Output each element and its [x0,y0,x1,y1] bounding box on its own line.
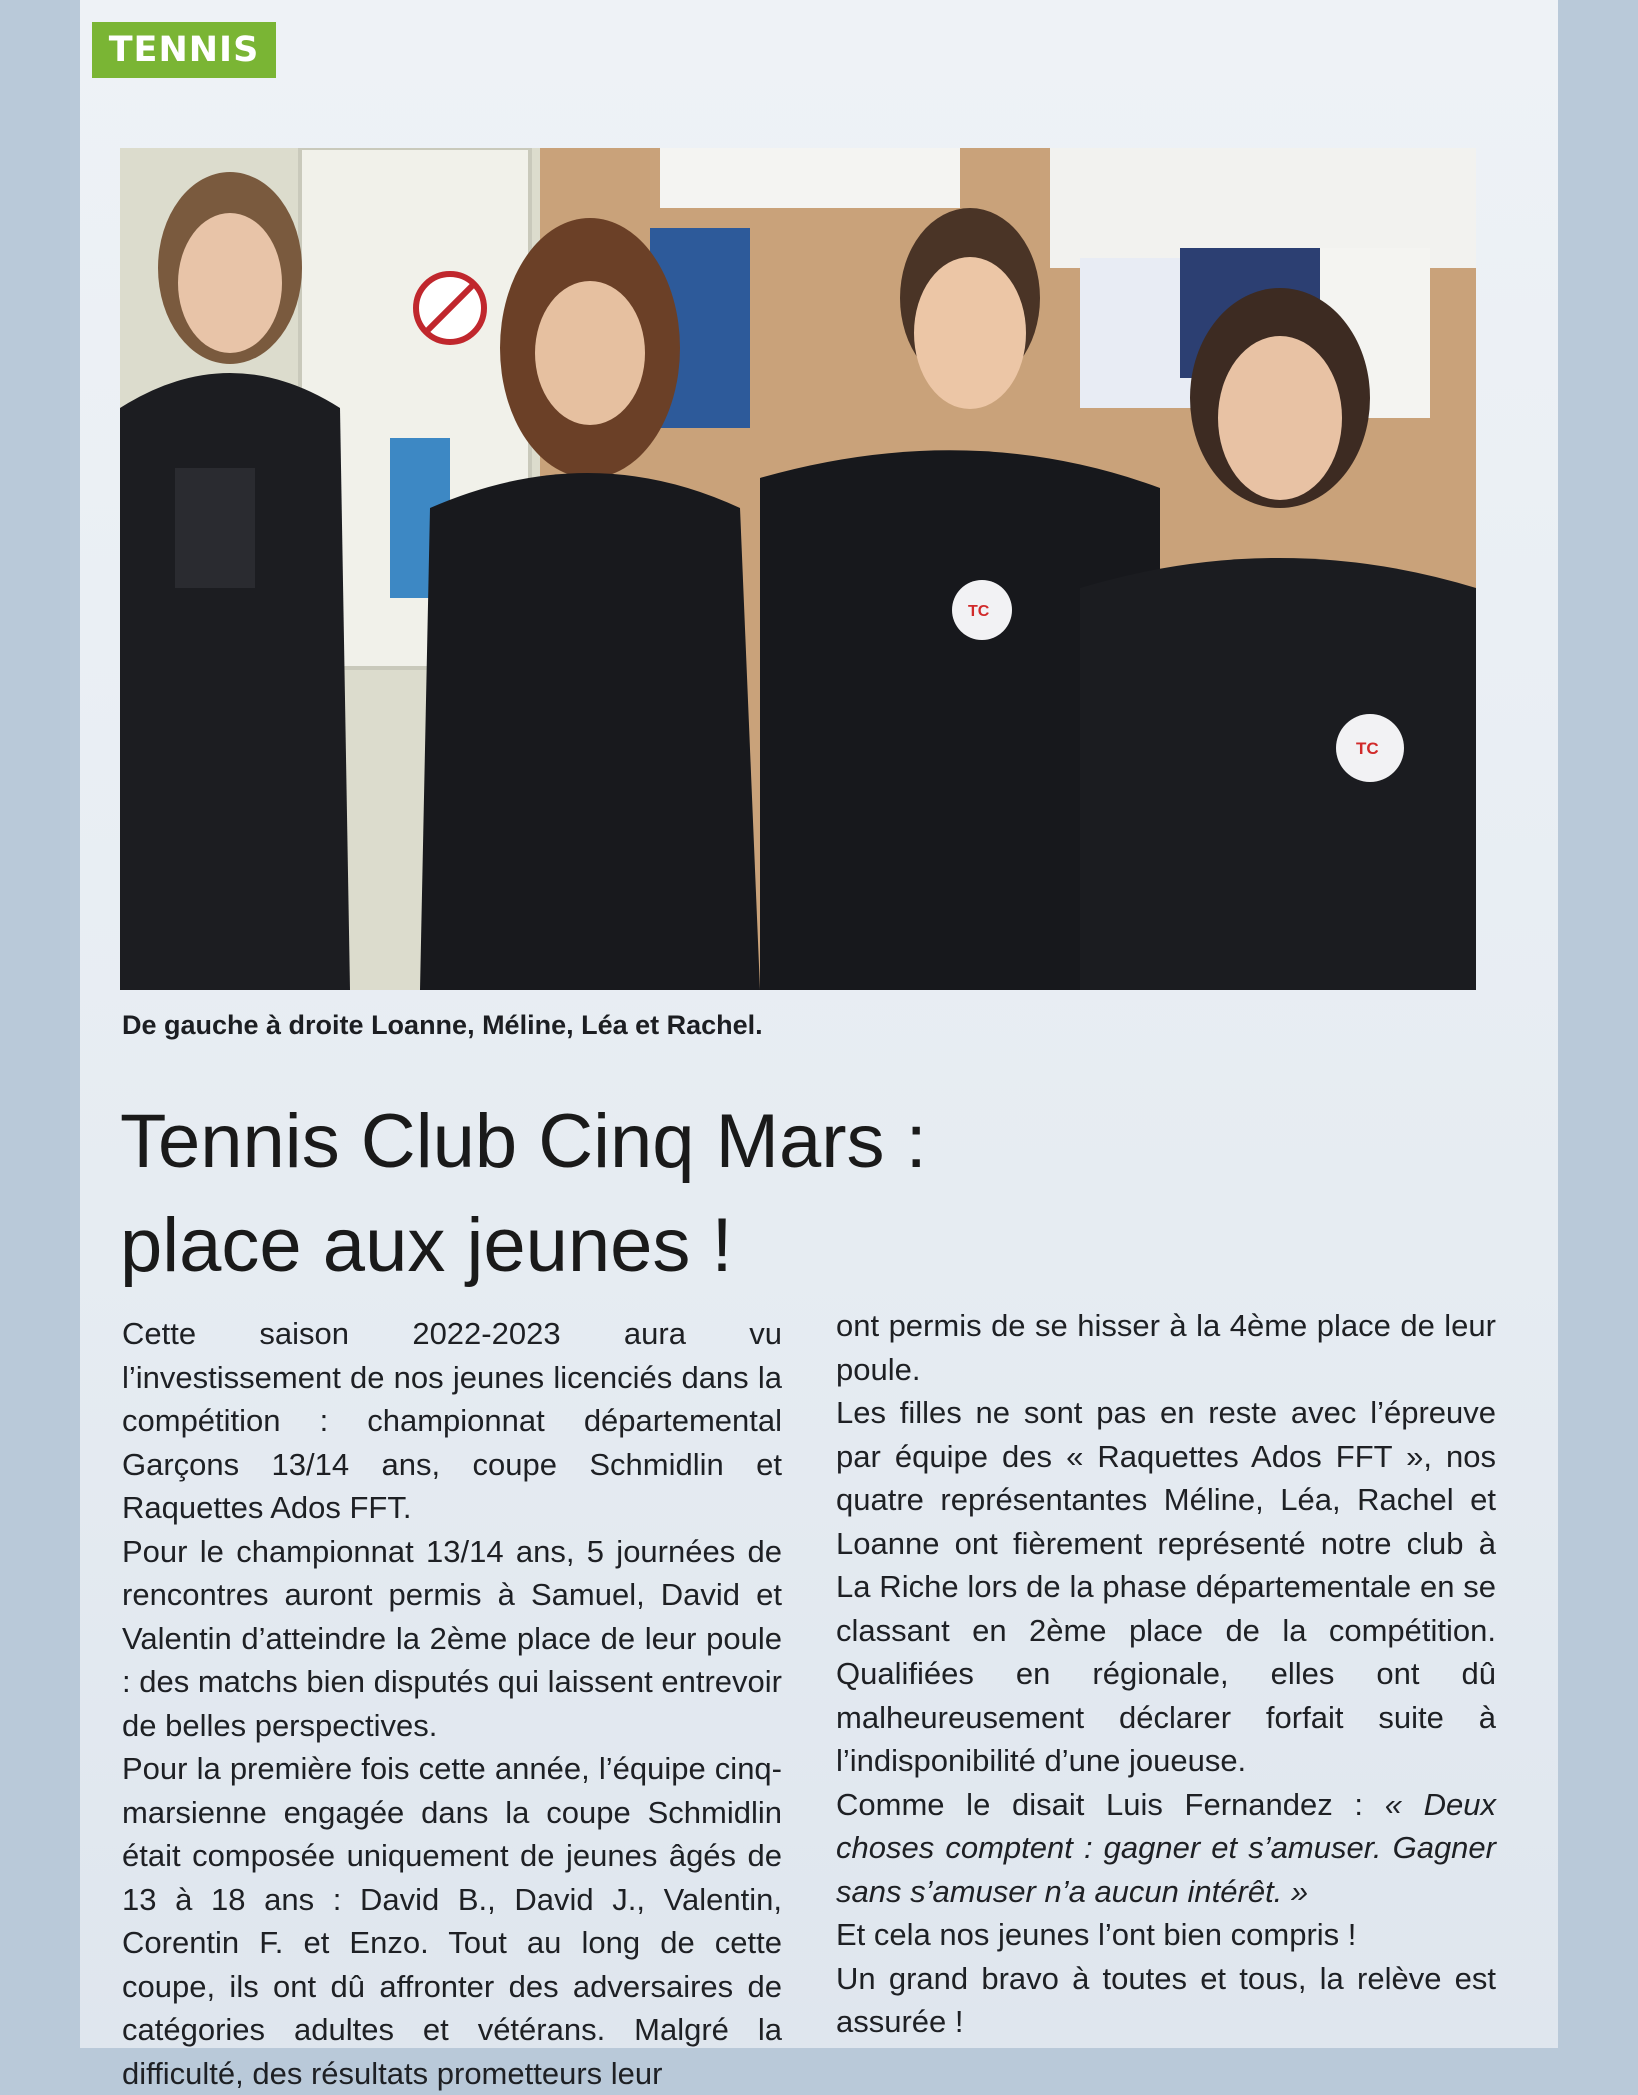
quote-paragraph [836,1783,1496,1914]
article-headline [120,1090,1420,1298]
headline-line-2: place aux jeunes ! [120,1203,733,1288]
paragraph: Les filles ne sont pas en reste avec l’épreuve par équipe des « Raquettes Ados FFT », nos quatre représentantes Méline, Léa, Rachel et Loanne ont fièrement représenté notre club à La Riche lors de la phase départementale en se classant en 2ème place de la compétition. Qualifiées en régionale, elles ont dû malheureusement déclarer forfait suite à l’indisponibilité d’une joueuse. [836,1395,1496,1778]
svg-text:TC: TC [968,603,990,620]
paragraph: Pour le championnat 13/14 ans, 5 journées de rencontres auront permis à Samuel, David et Valentin d’atteindre la 2ème place de leur poule : des matchs bien disputés qui laissent entrevoir de belles perspectives. [122,1533,782,1743]
headline-line-1: Tennis Club Cinq Mars : [120,1099,927,1184]
team-photo [120,148,1476,990]
paragraph: Un grand bravo à toutes et tous, la relève est assurée ! [836,1960,1496,2039]
quote-text: « Deux choses comptent : gagner et s’amuser. Gagner sans s’amuser n’a aucun intérêt. » [836,1786,1496,1909]
quote-intro: Comme le disait Luis Fernandez : [836,1786,1385,1822]
paragraph: Pour la première fois cette année, l’équipe cinq-marsienne engagée dans la coupe Schmidlin était composée uniquement de jeunes âgés de 13 à 18 ans : David B., David J., Valentin, Corentin F. et Enzo. Tout au long de cette coupe, ils ont dû affronter des adversaires de catégories adultes et vétérans. Malgré la difficulté, des résultats prometteurs leur [122,1751,782,2091]
photo-caption: De gauche à droite Loanne, Méline, Léa et Rachel. [122,1010,763,1040]
article-column-left [122,1312,782,2095]
paragraph: Et cela nos jeunes l’ont bien compris ! [836,1917,1357,1952]
svg-text:TC: TC [1356,739,1379,758]
section-tag: TENNIS [92,22,276,78]
paragraph: ont permis de se hisser à la 4ème place de leur poule. [836,1308,1496,1387]
paragraph: Cette saison 2022-2023 aura vu l’investissement de nos jeunes licenciés dans la compétition : championnat départemental Garçons 13/14 ans, coupe Schmidlin et Raquettes Ados FFT. [122,1316,782,1525]
article-column-right [836,1304,1496,2044]
